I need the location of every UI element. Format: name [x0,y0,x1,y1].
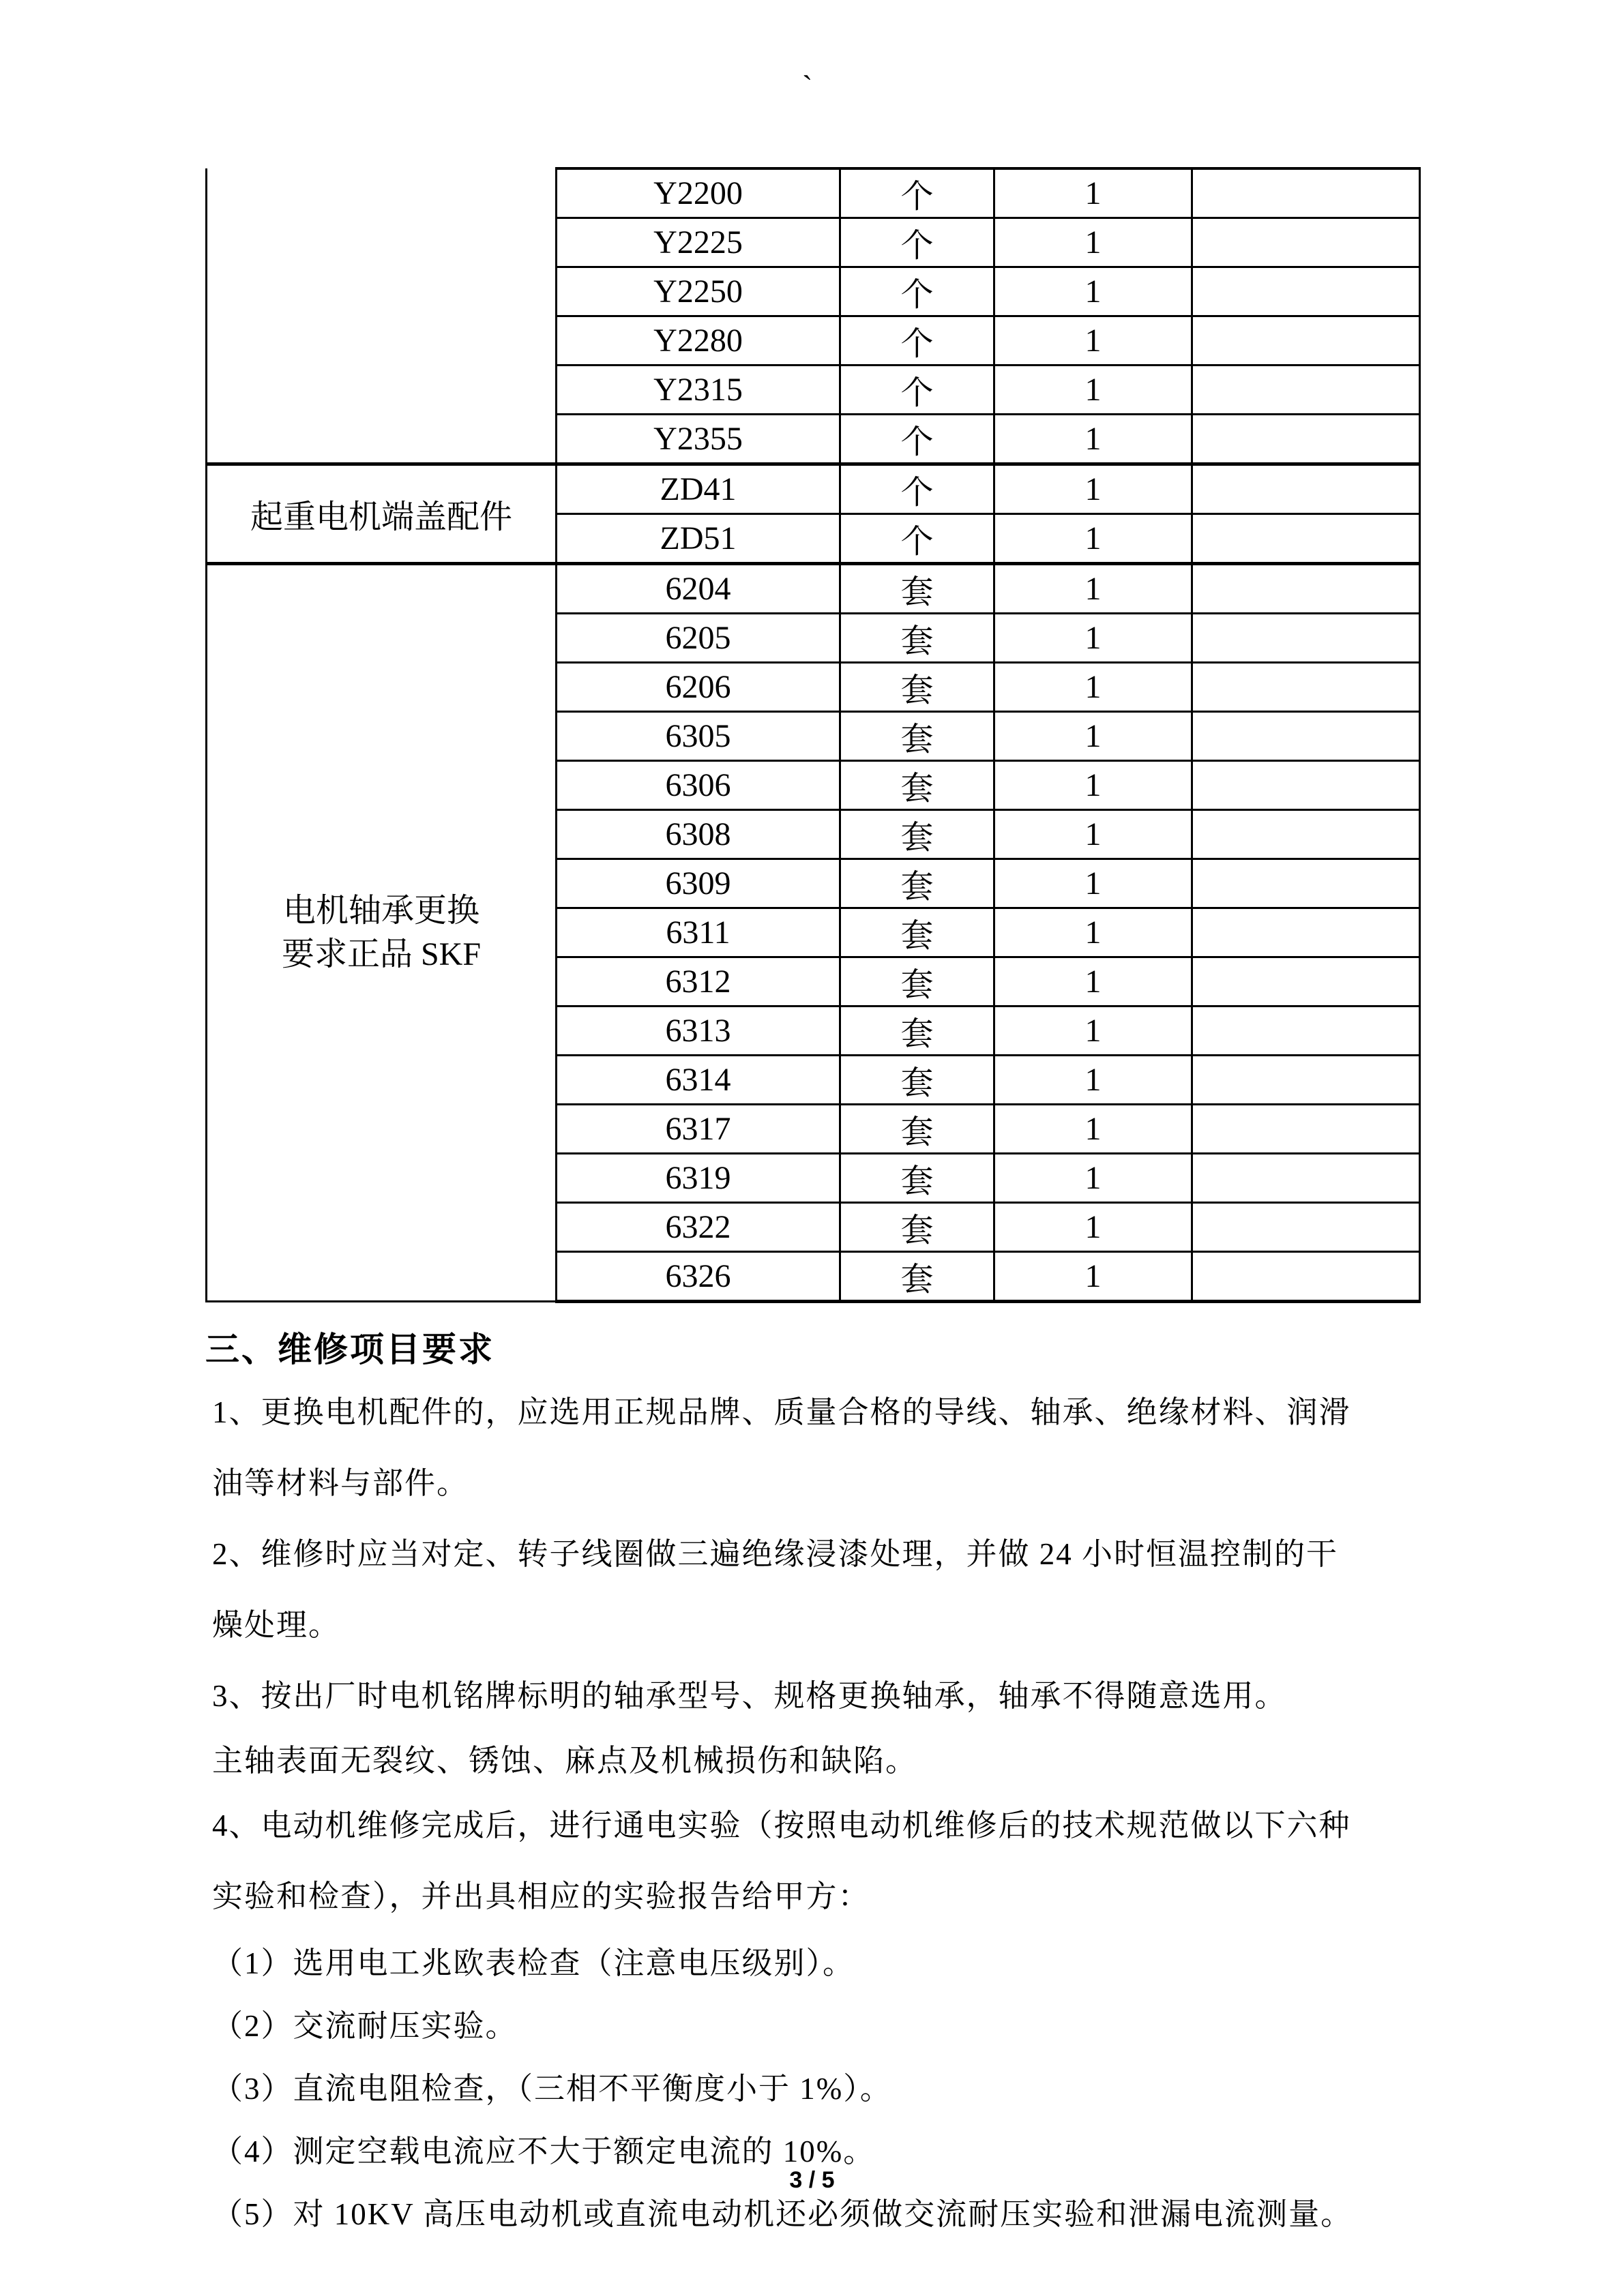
model-cell: Y2250 [557,267,840,316]
note-cell [1192,1203,1420,1252]
qty-cell: 1 [994,316,1192,366]
note-cell [1192,366,1420,415]
model-cell: 6311 [557,908,840,957]
model-cell: Y2315 [557,366,840,415]
qty-cell: 1 [994,1105,1192,1154]
model-cell: Y2280 [557,316,840,366]
note-cell [1192,1154,1420,1203]
unit-cell: 套 [840,1203,994,1252]
unit-cell: 个 [840,218,994,267]
model-cell: 6206 [557,663,840,712]
note-cell [1192,761,1420,810]
unit-cell: 个 [840,316,994,366]
qty-cell: 1 [994,564,1192,614]
note-cell [1192,614,1420,663]
model-cell: Y2200 [557,168,840,218]
stray-mark: ` [802,69,813,104]
unit-cell: 套 [840,1252,994,1302]
qty-cell: 1 [994,366,1192,415]
unit-cell: 套 [840,908,994,957]
model-cell: Y2225 [557,218,840,267]
note-cell [1192,957,1420,1007]
model-cell: 6205 [557,614,840,663]
qty-cell: 1 [994,908,1192,957]
model-cell: 6306 [557,761,840,810]
page-content [205,167,1419,2246]
model-cell: 6312 [557,957,840,1007]
note-cell [1192,663,1420,712]
body-line: 主轴表面无裂纹、锈蚀、麻点及机械损伤和缺陷。 [212,1744,918,1778]
qty-cell: 1 [994,957,1192,1007]
qty-cell: 1 [994,1056,1192,1105]
model-cell: 6309 [557,859,840,908]
model-cell: 6322 [557,1203,840,1252]
note-cell [1192,1252,1420,1302]
label-cell: 起重电机端盖配件 [207,464,557,564]
qty-cell: 1 [994,810,1192,859]
table-row [207,464,1420,514]
note-cell [1192,859,1420,908]
qty-cell: 1 [994,614,1192,663]
note-cell [1192,415,1420,464]
model-cell: ZD51 [557,514,840,564]
model-cell: 6313 [557,1007,840,1056]
body-line: 3、按出厂时电机铭牌标明的轴承型号、规格更换轴承，轴承不得随意选用。 [212,1679,1287,1713]
unit-cell: 套 [840,957,994,1007]
note-cell [1192,564,1420,614]
parts-table [205,167,1421,1303]
unit-cell: 套 [840,810,994,859]
note-cell [1192,1056,1420,1105]
qty-cell: 1 [994,464,1192,514]
table-row [207,564,1420,614]
unit-cell: 套 [840,1007,994,1056]
body-line: （3）直流电阻检查，（三相不平衡度小于 1%）。 [212,2072,892,2106]
note-cell [1192,464,1420,514]
body-line: 油等材料与部件。 [212,1466,469,1500]
body-line: 1、更换电机配件的，应选用正规品牌、质量合格的导线、轴承、绝缘材料、润滑 [212,1395,1351,1429]
qty-cell: 1 [994,1252,1192,1302]
model-cell: 6305 [557,712,840,761]
unit-cell: 个 [840,415,994,464]
unit-cell: 套 [840,614,994,663]
qty-cell: 1 [994,218,1192,267]
qty-cell: 1 [994,761,1192,810]
unit-cell: 套 [840,859,994,908]
model-cell: 6314 [557,1056,840,1105]
note-cell [1192,1007,1420,1056]
page-footer: 3 / 5 [789,2167,835,2193]
table-row [207,168,1420,218]
body-line: 实验和检查），并出具相应的实验报告给甲方： [212,1879,870,1913]
unit-cell: 套 [840,1105,994,1154]
note-cell [1192,316,1420,366]
qty-cell: 1 [994,514,1192,564]
qty-cell: 1 [994,1007,1192,1056]
unit-cell: 套 [840,1056,994,1105]
note-cell [1192,514,1420,564]
unit-cell: 个 [840,267,994,316]
section-heading: 三、维修项目要求 [205,1330,494,1369]
body-line: （4）测定空载电流应不大于额定电流的 10%。 [212,2134,876,2168]
note-cell [1192,1105,1420,1154]
qty-cell: 1 [994,1154,1192,1203]
unit-cell: 个 [840,514,994,564]
note-cell [1192,712,1420,761]
label-line: 电机轴承更换 [282,893,479,929]
unit-cell: 套 [840,712,994,761]
qty-cell: 1 [994,267,1192,316]
qty-cell: 1 [994,859,1192,908]
body-line: （2）交流耐压实验。 [212,2009,518,2043]
label-line: 要求正品 SKF [281,936,482,972]
model-cell: 6326 [557,1252,840,1302]
note-cell [1192,218,1420,267]
qty-cell: 1 [994,1203,1192,1252]
note-cell [1192,168,1420,218]
qty-cell: 1 [994,168,1192,218]
unit-cell: 套 [840,564,994,614]
body-line: 燥处理。 [212,1608,341,1642]
body-line: 4、电动机维修完成后，进行通电实验（按照电动机维修后的技术规范做以下六种 [212,1808,1351,1843]
label-cell [207,168,557,464]
model-cell: ZD41 [557,464,840,514]
body-line: （1）选用电工兆欧表检查（注意电压级别）。 [212,1946,855,1980]
unit-cell: 个 [840,366,994,415]
unit-cell: 套 [840,663,994,712]
model-cell: 6319 [557,1154,840,1203]
model-cell: 6204 [557,564,840,614]
note-cell [1192,267,1420,316]
body-line: （5）对 10KV 高压电动机或直流电动机还必须做交流耐压实验和泄漏电流测量。 [212,2197,1353,2231]
model-cell: 6317 [557,1105,840,1154]
qty-cell: 1 [994,663,1192,712]
body-line: 2、维修时应当对定、转子线圈做三遍绝缘浸漆处理，并做 24 小时恒温控制的干 [212,1537,1339,1571]
unit-cell: 个 [840,464,994,514]
requirements-text [205,1377,1419,2246]
qty-cell: 1 [994,712,1192,761]
qty-cell: 1 [994,415,1192,464]
model-cell: 6308 [557,810,840,859]
unit-cell: 个 [840,168,994,218]
note-cell [1192,810,1420,859]
note-cell [1192,908,1420,957]
model-cell: Y2355 [557,415,840,464]
unit-cell: 套 [840,1154,994,1203]
label-cell [207,564,557,1302]
unit-cell: 套 [840,761,994,810]
